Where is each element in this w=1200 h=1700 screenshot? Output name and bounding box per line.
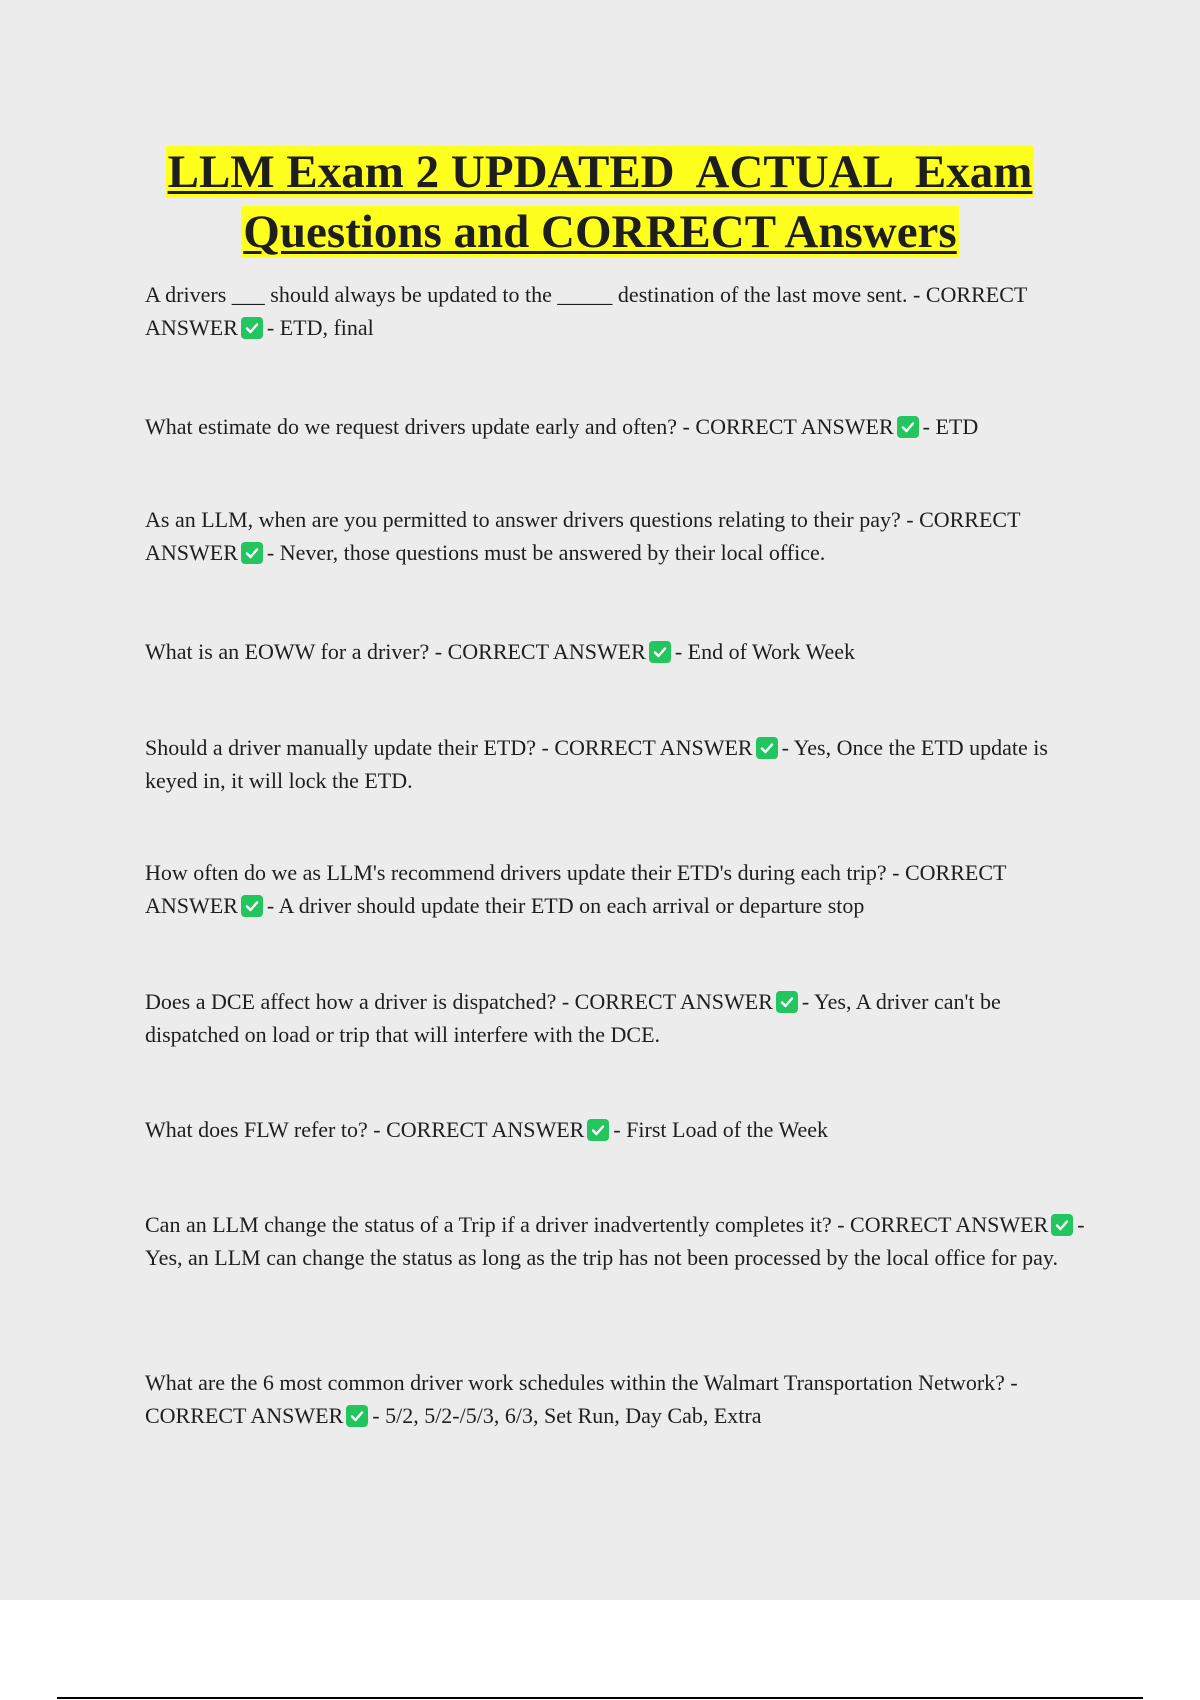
answer-text: Yes, an LLM can change the status as long as the trip has not been processed by the local office for pay.	[145, 1245, 1058, 1270]
answer-marker: CORRECT ANSWER	[145, 507, 1021, 565]
green-check-icon	[897, 416, 919, 438]
question-text: What is an EOWW for a driver? -	[145, 639, 443, 664]
qa-item: How often do we as LLM's recommend drivers update their ETD's during each trip? - CORRECT ANSWER - A driver should update their ETD on each arrival or departure stop	[145, 860, 1007, 918]
qa-item: Should a driver manually update their ETD? - CORRECT ANSWER - Yes, Once the ETD update is keyed in, it will lock the ETD.	[145, 735, 1048, 793]
qa-item: What does FLW refer to? - CORRECT ANSWER - First Load of the Week	[145, 1117, 829, 1142]
answer-text: First Load of the Week	[626, 1117, 829, 1142]
title-line-2-text: Questions and CORRECT Answers	[243, 206, 957, 258]
question-text: What does FLW refer to? -	[145, 1117, 381, 1142]
qa-item: What is an EOWW for a driver? - CORRECT ANSWER - End of Work Week	[145, 639, 855, 664]
answer-text: ETD, final	[279, 315, 374, 340]
answer-marker: CORRECT ANSWER	[574, 989, 773, 1014]
title-line-2	[0, 202, 1200, 262]
question-text: As an LLM, when are you permitted to answer drivers questions relating to their pay? -	[145, 507, 914, 532]
qa-item: As an LLM, when are you permitted to answer drivers questions relating to their pay? - CORRECT ANSWER - Never, those questions must be answered by their local office.	[145, 507, 1021, 565]
answer-marker: CORRECT ANSWER	[850, 1212, 1049, 1237]
page-divider	[57, 1697, 1143, 1699]
answer-text: Yes, A driver can't be dispatched on load or trip that will interfere with the DCE.	[145, 989, 1001, 1047]
green-check-icon	[776, 991, 798, 1013]
green-check-icon	[587, 1119, 609, 1141]
answer-text: End of Work Week	[687, 639, 855, 664]
question-text: Does a DCE affect how a driver is dispatched? -	[145, 989, 570, 1014]
answer-marker: CORRECT ANSWER	[145, 282, 1027, 340]
answer-text: 5/2, 5/2-/5/3, 6/3, Set Run, Day Cab, Extra	[385, 1403, 762, 1428]
qa-item: What estimate do we request drivers update early and often? - CORRECT ANSWER - ETD	[145, 414, 979, 439]
question-text: What estimate do we request drivers update early and often? -	[145, 414, 690, 439]
qa-item: What are the 6 most common driver work schedules within the Walmart Transportation Network? - CORRECT ANSWER - 5/2, 5/2-/5/3, 6/3, Set Run, Day Cab, Extra	[145, 1370, 1018, 1428]
document-title	[0, 142, 1200, 262]
question-text: Should a driver manually update their ETD? -	[145, 735, 549, 760]
question-text: A drivers ___ should always be updated to the _____ destination of the last move sent. -	[145, 282, 921, 307]
qa-item: Can an LLM change the status of a Trip if a driver inadvertently completes it? - CORRECT ANSWER - Yes, an LLM can change the status as long as the trip has not been processed by the local office for pay.	[145, 1212, 1085, 1270]
answer-marker: CORRECT ANSWER	[554, 735, 753, 760]
question-text: What are the 6 most common driver work schedules within the Walmart Transportation Network? -	[145, 1370, 1018, 1395]
green-check-icon	[756, 737, 778, 759]
green-check-icon	[241, 895, 263, 917]
question-text: How often do we as LLM's recommend drivers update their ETD's during each trip? -	[145, 860, 900, 885]
green-check-icon	[241, 542, 263, 564]
question-text: Can an LLM change the status of a Trip if a driver inadvertently completes it? -	[145, 1212, 845, 1237]
green-check-icon	[241, 317, 263, 339]
answer-marker: CORRECT ANSWER	[145, 1403, 344, 1428]
answer-marker: CORRECT ANSWER	[386, 1117, 585, 1142]
green-check-icon	[1051, 1214, 1073, 1236]
green-check-icon	[346, 1405, 368, 1427]
answer-text: ETD	[935, 414, 979, 439]
qa-item: A drivers ___ should always be updated to the _____ destination of the last move sent. - CORRECT ANSWER - ETD, final	[145, 282, 1027, 340]
answer-marker: CORRECT ANSWER	[695, 414, 894, 439]
green-check-icon	[649, 641, 671, 663]
title-line-1	[0, 142, 1200, 202]
answer-text: A driver should update their ETD on each arrival or departure stop	[278, 893, 865, 918]
answer-text: Never, those questions must be answered by their local office.	[279, 540, 826, 565]
answer-text: Yes, Once the ETD update is keyed in, it will lock the ETD.	[145, 735, 1048, 793]
title-line-1-text: LLM Exam 2 UPDATED ACTUAL Exam	[167, 146, 1033, 198]
answer-marker: CORRECT ANSWER	[447, 639, 646, 664]
qa-item: Does a DCE affect how a driver is dispatched? - CORRECT ANSWER - Yes, A driver can't be dispatched on load or trip that will interfere with the DCE.	[145, 989, 1001, 1047]
answer-marker: CORRECT ANSWER	[145, 860, 1007, 918]
